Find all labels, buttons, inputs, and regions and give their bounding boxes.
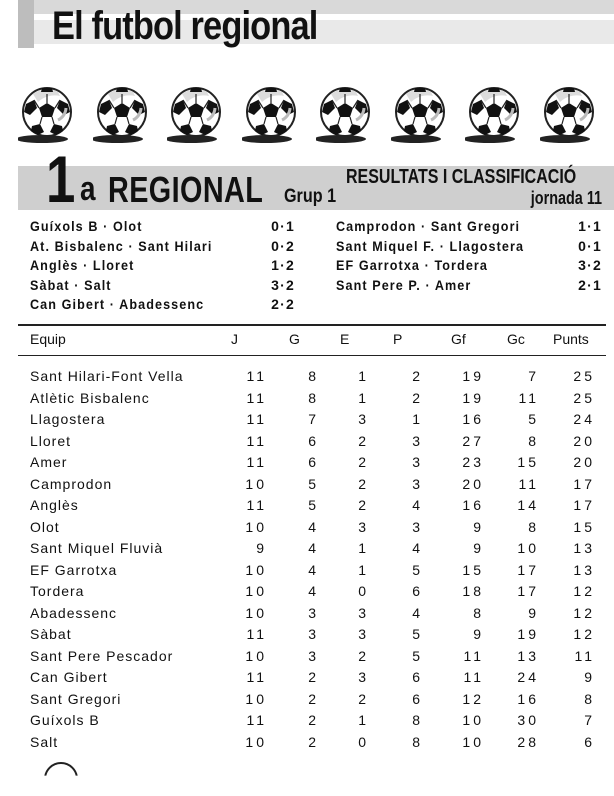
cell-gf: 9: [473, 540, 484, 556]
cell-g: 4: [308, 540, 319, 556]
cell-g: 3: [308, 604, 319, 621]
cell-p: 4: [412, 604, 423, 621]
cell-e: 0: [358, 733, 369, 750]
col-gf-header: Gf: [451, 331, 466, 347]
cell-team: Sant Gregori: [30, 690, 122, 707]
cell-e: 3: [358, 411, 369, 427]
cell-j: 11: [246, 712, 267, 728]
cell-gc: 5: [528, 411, 539, 427]
cell-g: 2: [308, 733, 319, 750]
table-row: [18, 411, 606, 431]
cell-team: Anglès: [30, 497, 79, 513]
cell-g: 2: [308, 712, 319, 728]
cell-team: Salt: [30, 733, 59, 750]
cell-e: 2: [358, 475, 369, 492]
section-suffix: a: [80, 170, 96, 208]
cell-gc: 30: [517, 712, 539, 728]
cell-team: Sant Miquel Fluvià: [30, 540, 164, 556]
result-match: Camprodon · Sant Gregori: [336, 218, 521, 234]
cell-gc: 28: [517, 733, 539, 750]
result-row: [336, 277, 602, 297]
cell-g: 5: [308, 497, 319, 513]
cell-e: 3: [358, 669, 369, 685]
cell-gf: 23: [462, 454, 484, 470]
cell-gf: 11: [463, 669, 484, 685]
soccer-ball-icon: [540, 86, 598, 144]
cell-p: 6: [412, 669, 423, 685]
cell-p: 2: [412, 368, 423, 384]
cell-p: 5: [412, 561, 423, 578]
table-row: [18, 454, 606, 474]
result-match: Guíxols B · Olot: [30, 218, 143, 234]
section-jornada: jornada 11: [530, 188, 602, 208]
cell-gc: 11: [518, 389, 539, 406]
cell-gf: 10: [462, 712, 484, 728]
cell-team: Atlètic Bisbalenc: [30, 389, 150, 406]
cell-team: Llagostera: [30, 411, 106, 427]
cell-e: 2: [358, 690, 369, 707]
cell-gc: 8: [528, 432, 539, 449]
cell-j: 9: [256, 540, 267, 556]
cell-e: 2: [358, 647, 369, 664]
col-j-header: J: [231, 331, 238, 347]
soccer-ball-row: [18, 86, 614, 144]
cell-e: 3: [358, 518, 369, 535]
cell-p: 8: [412, 733, 423, 750]
cell-pts: 25: [573, 389, 595, 406]
cell-j: 11: [246, 497, 267, 513]
col-team-header: Equip: [30, 331, 66, 347]
soccer-ball-icon: [391, 86, 449, 144]
cell-j: 10: [245, 475, 267, 492]
cell-team: Amer: [30, 454, 68, 470]
cell-gf: 12: [462, 690, 484, 707]
col-e-header: E: [340, 331, 350, 347]
cell-p: 5: [412, 626, 423, 642]
cell-gc: 7: [528, 368, 539, 384]
soccer-ball-icon: [93, 86, 151, 144]
cell-j: 10: [245, 604, 267, 621]
table-row: [18, 368, 606, 388]
cell-pts: 17: [573, 475, 595, 492]
cell-e: 2: [358, 432, 369, 449]
cell-gc: 15: [517, 454, 539, 470]
cell-e: 1: [358, 389, 369, 406]
cell-gf: 19: [462, 368, 484, 384]
cell-g: 8: [308, 368, 319, 384]
table-row: [18, 691, 606, 711]
table-row: [18, 712, 606, 732]
table-row: [18, 734, 606, 754]
cell-g: 4: [308, 561, 319, 578]
cell-g: 3: [308, 647, 319, 664]
cell-gf: 16: [462, 497, 484, 513]
results-right: [336, 218, 602, 296]
cell-pts: 13: [573, 540, 595, 556]
cell-g: 2: [308, 690, 319, 707]
result-row: [30, 218, 295, 238]
cell-pts: 24: [573, 411, 595, 427]
cell-team: EF Garrotxa: [30, 561, 118, 578]
cell-p: 3: [412, 432, 423, 449]
cell-gc: 24: [517, 669, 539, 685]
result-score: 1·2: [271, 257, 295, 273]
result-row: [336, 238, 602, 258]
table-row: [18, 433, 606, 453]
result-match: At. Bisbalenc · Sant Hilari: [30, 237, 213, 254]
cell-gf: 9: [473, 626, 484, 642]
cell-e: 1: [358, 368, 369, 384]
header-accent-bar: [18, 0, 34, 48]
cell-gc: 9: [528, 604, 539, 621]
cell-g: 6: [308, 454, 319, 470]
cell-pts: 20: [573, 432, 595, 449]
cell-p: 8: [412, 712, 423, 728]
table-row: [18, 648, 606, 668]
cell-e: 1: [358, 712, 369, 728]
cell-pts: 15: [573, 518, 595, 535]
cell-e: 1: [358, 561, 369, 578]
cell-j: 11: [246, 626, 267, 642]
cell-p: 5: [412, 647, 423, 664]
cell-j: 10: [245, 690, 267, 707]
cell-gc: 16: [517, 690, 539, 707]
cell-gf: 19: [462, 389, 484, 406]
page-title: El futbol regional: [52, 4, 318, 48]
soccer-ball-icon: [18, 86, 76, 144]
table-row: [18, 562, 606, 582]
soccer-ball-icon: [242, 86, 300, 144]
cell-g: 4: [308, 583, 319, 599]
cell-j: 11: [246, 432, 267, 449]
cell-j: 11: [246, 389, 267, 406]
cell-pts: 8: [584, 690, 595, 707]
section-number: 1: [46, 142, 76, 216]
cell-pts: 20: [573, 454, 595, 470]
result-match: Can Gibert · Abadessenc: [30, 296, 205, 312]
cell-p: 3: [412, 518, 423, 535]
cell-p: 6: [412, 690, 423, 707]
cell-j: 10: [245, 647, 267, 664]
table-row: [18, 669, 606, 689]
result-score: 2·2: [271, 296, 295, 312]
table-header: [18, 331, 606, 351]
col-gc-header: Gc: [507, 331, 525, 347]
cell-p: 2: [412, 389, 423, 406]
cell-g: 5: [308, 475, 319, 492]
cell-team: Olot: [30, 518, 60, 535]
footer-ball-fragment: [44, 762, 78, 796]
result-match: Sàbat · Salt: [30, 276, 112, 293]
table-rule-top: [18, 324, 606, 326]
result-row: [30, 296, 295, 316]
cell-gf: 10: [462, 733, 484, 750]
cell-gf: 16: [462, 411, 484, 427]
table-row: [18, 476, 606, 496]
cell-e: 3: [358, 626, 369, 642]
result-row: [30, 257, 295, 277]
cell-gc: 10: [517, 540, 539, 556]
section-label: REGIONAL: [108, 169, 264, 210]
table-row: [18, 390, 606, 410]
cell-gc: 17: [517, 561, 539, 578]
cell-team: Abadessenc: [30, 604, 118, 621]
cell-p: 4: [412, 540, 423, 556]
result-row: [30, 238, 295, 258]
table-rule-header: [18, 355, 606, 356]
cell-e: 2: [358, 497, 369, 513]
cell-e: 1: [358, 540, 369, 556]
cell-gc: 19: [517, 626, 539, 642]
cell-team: Camprodon: [30, 475, 113, 492]
cell-pts: 9: [584, 669, 595, 685]
cell-g: 7: [308, 411, 319, 427]
cell-e: 2: [358, 454, 369, 470]
result-match: EF Garrotxa · Tordera: [336, 257, 488, 273]
table-row: [18, 626, 606, 646]
cell-pts: 13: [573, 561, 595, 578]
cell-j: 11: [246, 454, 267, 470]
cell-p: 4: [412, 497, 423, 513]
cell-team: Lloret: [30, 432, 72, 449]
soccer-ball-icon: [465, 86, 523, 144]
result-match: Sant Pere P. · Amer: [336, 276, 472, 293]
cell-g: 4: [308, 518, 319, 535]
result-match: Sant Miquel F. · Llagostera: [336, 237, 525, 254]
cell-pts: 25: [573, 368, 595, 384]
cell-gc: 8: [528, 518, 539, 535]
cell-j: 10: [245, 583, 267, 599]
cell-team: Can Gibert: [30, 669, 108, 685]
cell-g: 3: [308, 626, 319, 642]
cell-pts: 6: [584, 733, 595, 750]
cell-gf: 20: [462, 475, 484, 492]
result-score: 1·1: [578, 218, 602, 234]
cell-e: 3: [358, 604, 369, 621]
cell-pts: 11: [574, 647, 595, 664]
table-row: [18, 497, 606, 517]
cell-pts: 12: [573, 626, 595, 642]
cell-j: 10: [245, 518, 267, 535]
result-row: [336, 218, 602, 238]
results-left: [30, 218, 295, 316]
result-row: [336, 257, 602, 277]
cell-gf: 11: [463, 647, 484, 664]
cell-pts: 12: [573, 604, 595, 621]
col-pts-header: Punts: [553, 331, 589, 347]
result-score: 0·2: [271, 237, 295, 254]
cell-team: Sant Pere Pescador: [30, 647, 174, 664]
cell-pts: 12: [573, 583, 595, 599]
cell-gf: 15: [462, 561, 484, 578]
result-score: 0·1: [271, 218, 295, 234]
cell-j: 10: [245, 733, 267, 750]
cell-gf: 8: [473, 604, 484, 621]
cell-j: 10: [245, 561, 267, 578]
cell-team: Tordera: [30, 583, 85, 599]
result-row: [30, 277, 295, 297]
cell-g: 2: [308, 669, 319, 685]
cell-team: Sàbat: [30, 626, 72, 642]
result-score: 0·1: [578, 237, 602, 254]
cell-j: 11: [246, 368, 267, 384]
cell-team: Guíxols B: [30, 712, 100, 728]
result-match: Anglès · Lloret: [30, 257, 135, 273]
cell-gc: 11: [518, 475, 539, 492]
cell-gf: 18: [462, 583, 484, 599]
soccer-ball-icon: [316, 86, 374, 144]
cell-p: 1: [412, 411, 423, 427]
cell-g: 6: [308, 432, 319, 449]
cell-team: Sant Hilari-Font Vella: [30, 368, 184, 384]
cell-gf: 27: [462, 432, 484, 449]
table-row: [18, 540, 606, 560]
table-row: [18, 605, 606, 625]
result-score: 2·1: [578, 276, 602, 293]
section-subtitle: RESULTATS I CLASSIFICACIÓ: [346, 166, 577, 188]
cell-p: 6: [412, 583, 423, 599]
col-g-header: G: [289, 331, 300, 347]
table-row: [18, 519, 606, 539]
cell-gf: 9: [473, 518, 484, 535]
cell-pts: 7: [584, 712, 595, 728]
cell-g: 8: [308, 389, 319, 406]
cell-gc: 13: [517, 647, 539, 664]
table-row: [18, 583, 606, 603]
cell-e: 0: [358, 583, 369, 599]
cell-j: 11: [246, 669, 267, 685]
cell-gc: 17: [517, 583, 539, 599]
soccer-ball-icon: [167, 86, 225, 144]
col-p-header: P: [393, 331, 403, 347]
result-score: 3·2: [578, 257, 602, 273]
cell-p: 3: [412, 454, 423, 470]
cell-pts: 17: [573, 497, 595, 513]
cell-gc: 14: [517, 497, 539, 513]
cell-j: 11: [246, 411, 267, 427]
result-score: 3·2: [271, 276, 295, 293]
section-group: Grup 1: [284, 186, 337, 207]
cell-p: 3: [412, 475, 423, 492]
